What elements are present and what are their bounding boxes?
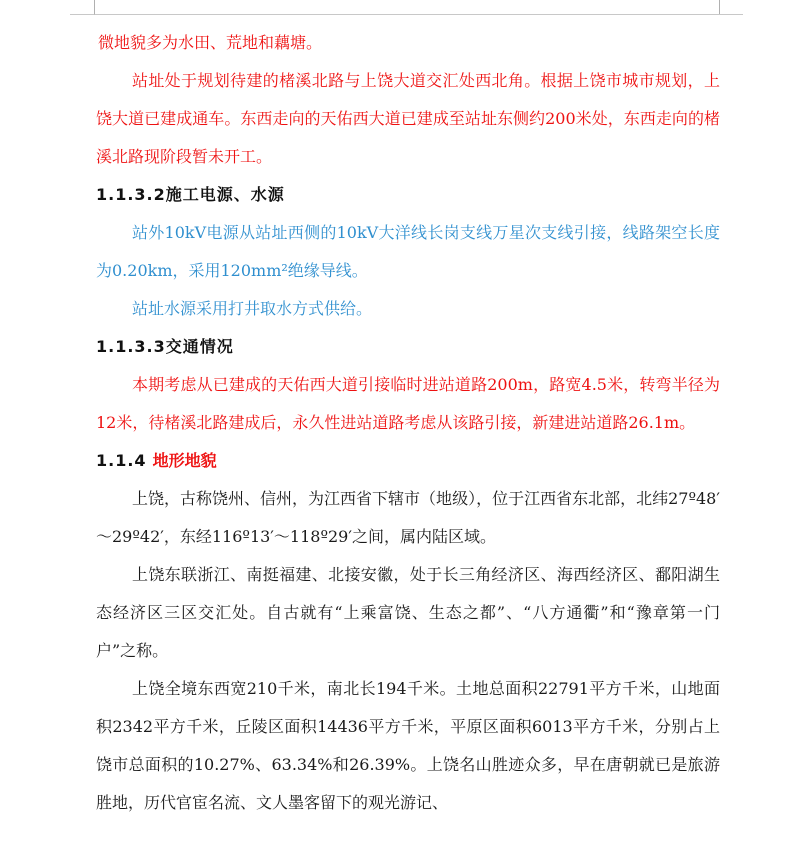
paragraph-water-supply: 站址水源采用打井取水方式供给。 — [132, 299, 373, 318]
heading-114-number: 1.1.4 — [96, 451, 147, 470]
paragraph-region: 上饶东联浙江、南挺福建、北接安徽，处于长三角经济区、海西经济区、鄱阳湖生态经济区三区交汇处。自古就有“上乘富饶、生态之都”、“八方通衢”和“豫章第一门户”之称。 — [96, 565, 720, 660]
paragraph-power-supply: 站外10kV电源从站址西侧的10kV大洋线长岗支线万星次支线引接，线路架空长度为0.20km，采用120mm²绝缘导线。 — [96, 223, 720, 280]
paragraph-microrelief: 微地貌多为水田、荒地和藕塘。 — [98, 33, 323, 52]
heading-1133-text: 1.1.3.3交通情况 — [96, 337, 234, 356]
paragraph-site-location: 站址处于规划待建的楮溪北路与上饶大道交汇处西北角。根据上饶市城市规划，上饶大道已建成通车。东西走向的天佑西大道已建成至站址东侧约200米处，东西走向的楮溪北路现阶段暂未开工。 — [96, 71, 720, 166]
page-top-edge — [94, 0, 720, 15]
page-corner-mark-left — [70, 14, 94, 15]
paragraph-area: 上饶全境东西宽210千米，南北长194千米。土地总面积22791平方千米，山地面积2342平方千米，丘陵区面积14436平方千米，平原区面积6013平方千米，分别占上饶市总面积的10.27%、63.34%和26.39%。上饶名山胜迹众多，早在唐朝就已是旅游胜地，历代官宦名流、文人墨客留下的观光游记、 — [96, 679, 720, 812]
heading-1132 — [96, 176, 720, 214]
paragraph-traffic: 本期考虑从已建成的天佑西大道引接临时进站道路200m，路宽4.5米，转弯半径为12米，待楮溪北路建成后，永久性进站道路考虑从该路引接，新建进站道路26.1m。 — [96, 375, 720, 432]
document-body — [96, 24, 720, 822]
heading-114 — [96, 442, 720, 480]
page-corner-mark-right — [719, 14, 743, 15]
heading-1133 — [96, 328, 720, 366]
heading-114-title: 地形地貌 — [152, 451, 217, 470]
paragraph-location: 上饶，古称饶州、信州，为江西省下辖市（地级），位于江西省东北部，北纬27º48′～29º42′，东经116º13′～118º29′之间，属内陆区域。 — [96, 489, 720, 546]
heading-1132-text: 1.1.3.2施工电源、水源 — [96, 185, 285, 204]
